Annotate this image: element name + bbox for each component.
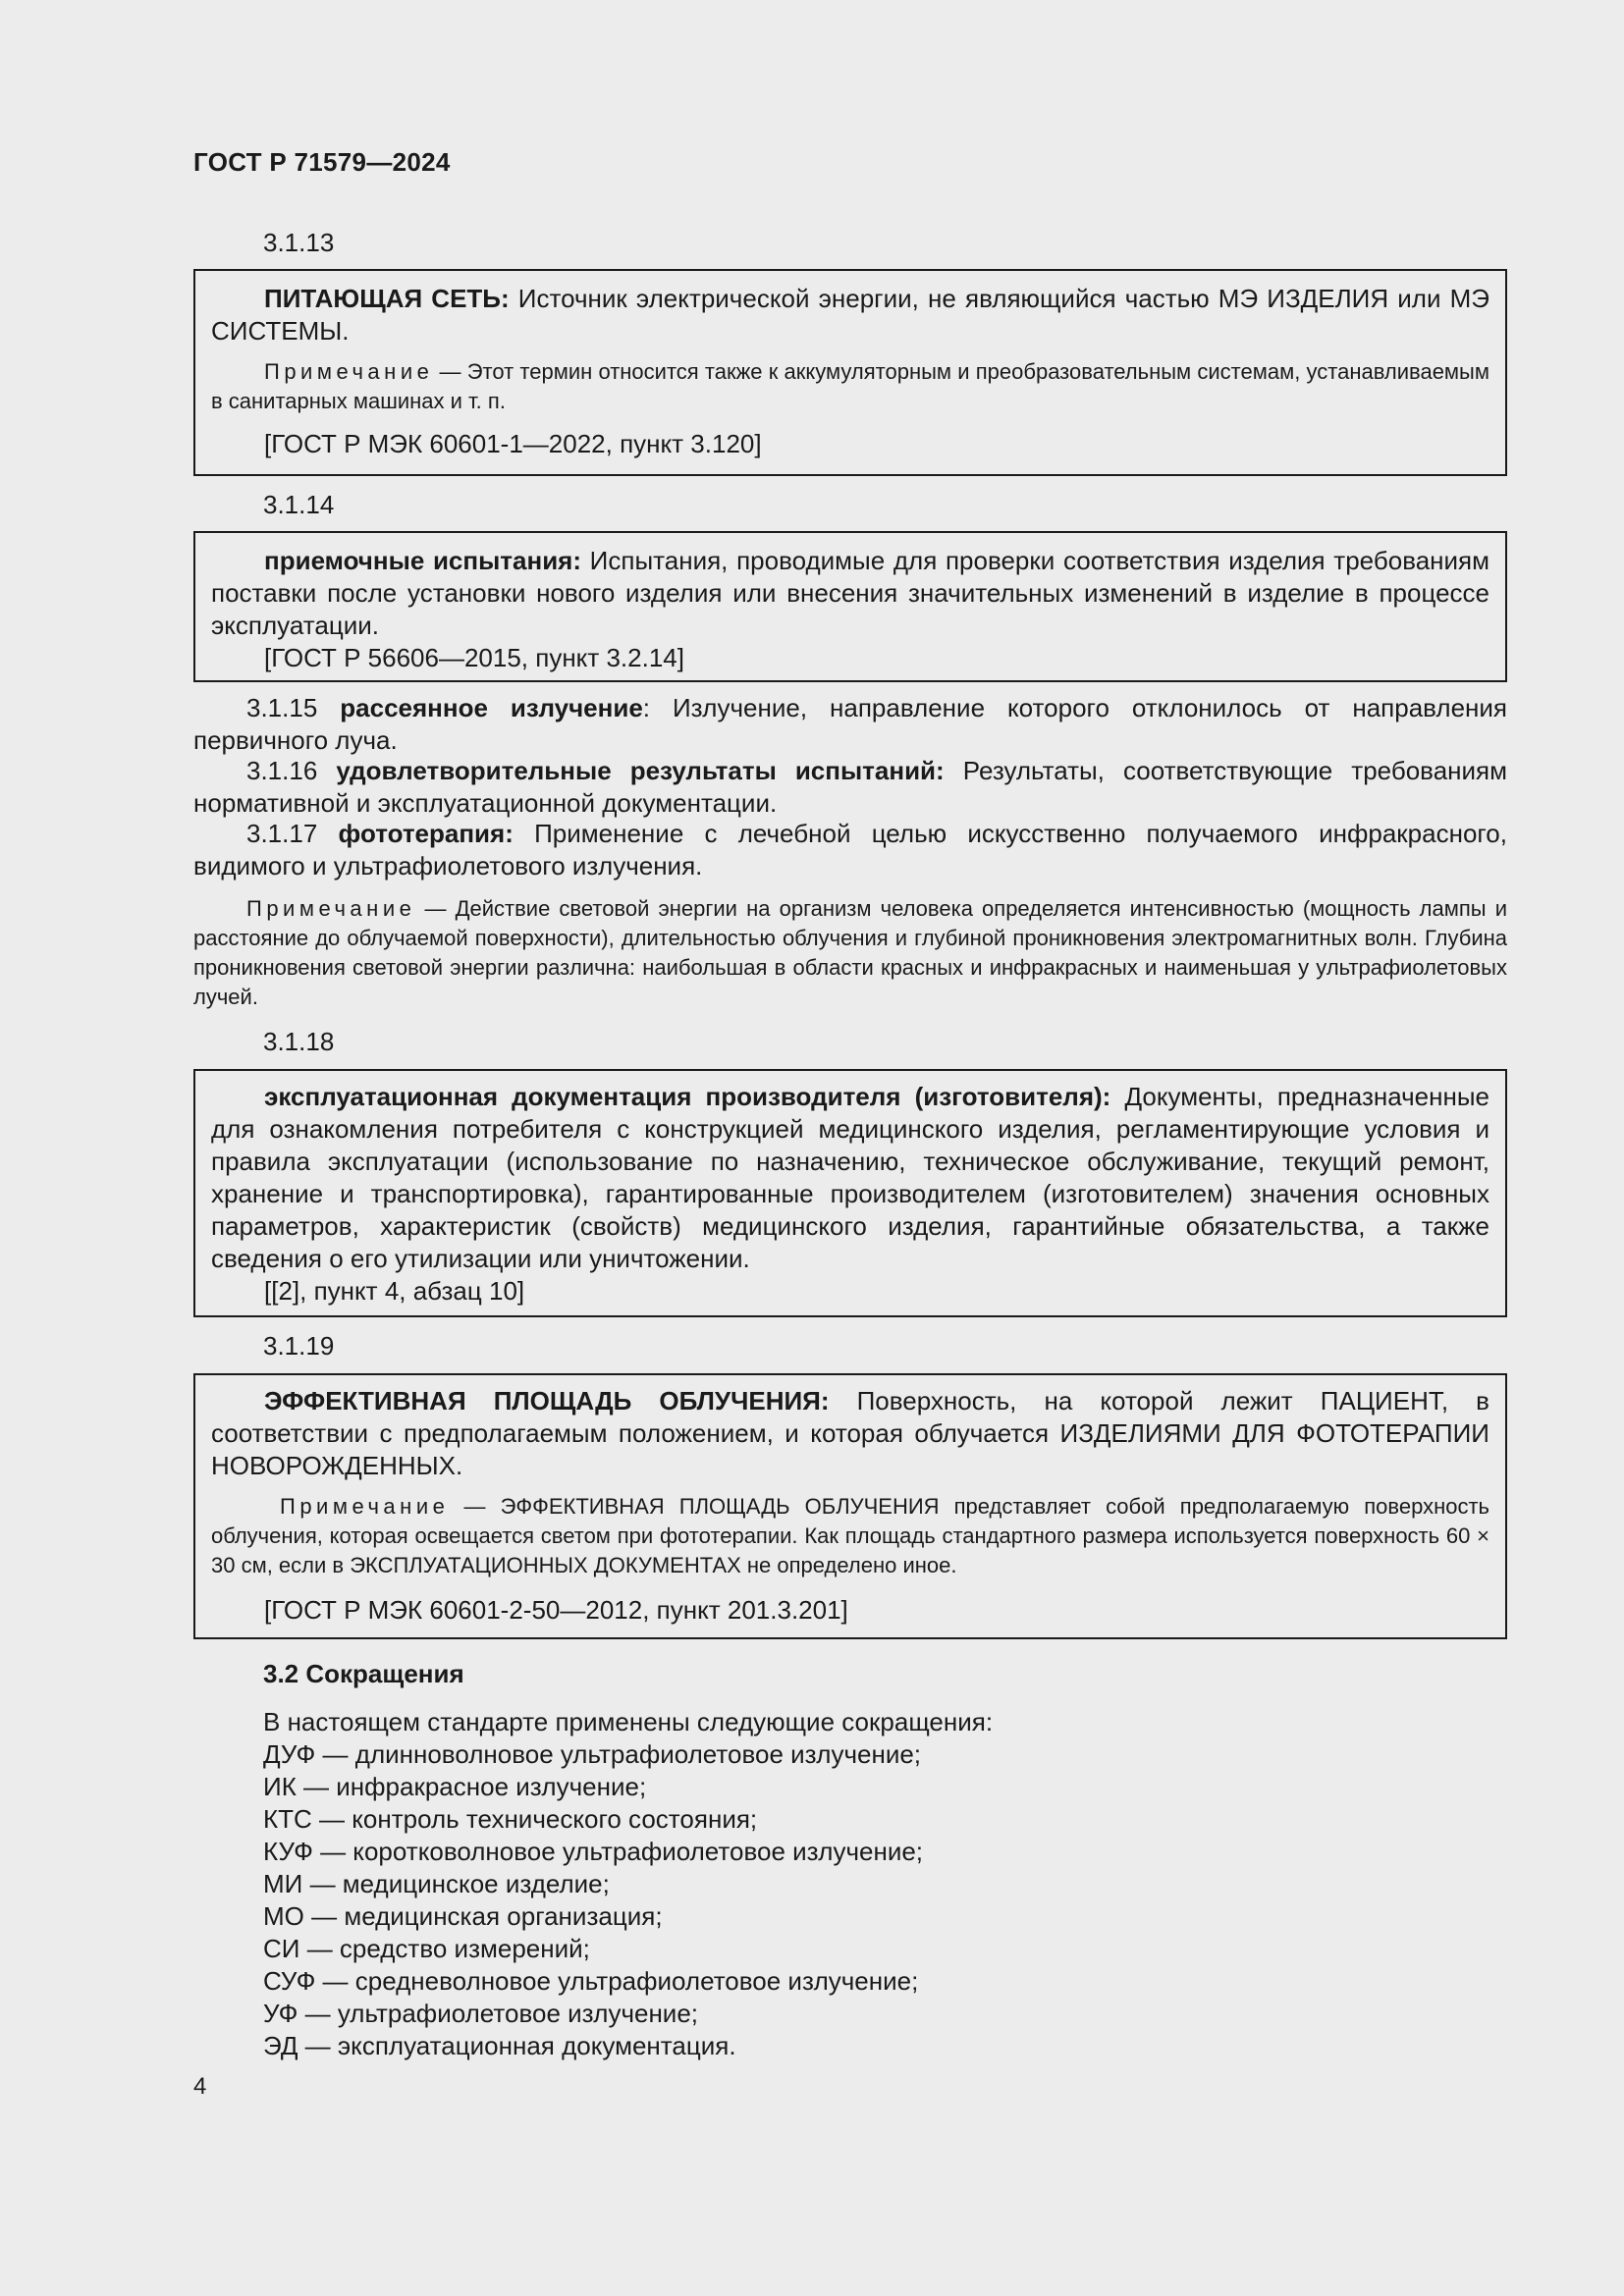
definition-text	[193, 755, 1507, 820]
definition-text	[193, 818, 1507, 882]
note-text: — ЭФФЕКТИВНАЯ ПЛОЩАДЬ ОБЛУЧЕНИЯ представляет собой предполагаемую поверхность облучения, которая освещается светом при фототерапии. Как площадь стандартного размера используется поверхность 60 × 30 см, если в ЭКСПЛУАТАЦИОННЫХ ДОКУМЕНТАХ не определено иное.	[211, 1494, 1489, 1577]
term: эксплуатационная документация производителя (изготовителя):	[264, 1082, 1111, 1111]
section-title: 3.2 Сокращения	[263, 1659, 464, 1688]
definition: : Излучение, направление которого отклонилось от направления первичного луча.	[193, 693, 1507, 755]
list-item: УФ — ультрафиолетовое излучение;	[263, 1999, 699, 2028]
definition: Документы, предназначенные для ознакомления потребителя с конструкцией медицинского изделия, регламентирующие условия и правила эксплуатации (использование по назначению, техническое обслуживание, текущий ремонт, хранение и транспортировка), гарантированные производителем (изготовителем) значения основных параметров, характеристик (свойств) медицинского изделия, гарантийные обязательства, а также сведения о его утилизации или уничтожении.	[211, 1082, 1490, 1273]
list-item: МИ — медицинское изделие;	[263, 1869, 610, 1898]
definition-box	[193, 1373, 1507, 1639]
definition-text	[193, 692, 1507, 757]
list-item: КУФ — коротковолновое ультрафиолетовое излучение;	[263, 1837, 924, 1866]
definition-text	[211, 1081, 1489, 1275]
definition-text	[211, 283, 1489, 347]
source-reference: [ГОСТ Р 56606—2015, пункт 3.2.14]	[264, 643, 684, 672]
term: ЭФФЕКТИВНАЯ ПЛОЩАДЬ ОБЛУЧЕНИЯ:	[264, 1386, 830, 1415]
note-text: — Этот термин относится также к аккумуляторным и преобразовательным системам, устанавливаемым в санитарных машинах и т. п.	[211, 359, 1489, 413]
term: удовлетворительные результаты испытаний:	[336, 756, 945, 785]
clause-number: 3.1.15	[246, 693, 318, 722]
page-number: 4	[193, 2073, 207, 2100]
definition-box	[193, 531, 1507, 682]
document-header: ГОСТ Р 71579—2024	[193, 147, 451, 177]
note-label: Примечание	[246, 896, 416, 921]
clause-number: 3.1.16	[246, 756, 318, 785]
list-item: ДУФ — длинноволновое ультрафиолетовое излучение;	[263, 1739, 922, 1769]
term: ПИТАЮЩАЯ СЕТЬ:	[264, 284, 510, 313]
clause-number: 3.1.14	[263, 490, 335, 519]
list-item: ИК — инфракрасное излучение;	[263, 1772, 647, 1801]
definition: Результаты, соответствующие требованиям нормативной и эксплуатационной документации.	[193, 756, 1507, 818]
definition-text	[211, 1385, 1489, 1482]
note	[193, 894, 1507, 1012]
definition-box	[193, 269, 1507, 476]
list-item: СУФ — средневолновое ультрафиолетовое излучение;	[263, 1966, 919, 1996]
note-label: Примечание	[264, 359, 434, 384]
term: приемочные испытания:	[264, 546, 582, 575]
list-item: ЭД — эксплуатационная документация.	[263, 2031, 736, 2060]
term: фототерапия:	[338, 819, 514, 848]
source-reference: [ГОСТ Р МЭК 60601-1—2022, пункт 3.120]	[264, 429, 762, 458]
note	[211, 1492, 1489, 1580]
list-item: МО — медицинская организация;	[263, 1901, 663, 1931]
definition: Источник электрической энергии, не являющийся частью МЭ ИЗДЕЛИЯ или МЭ СИСТЕМЫ.	[211, 284, 1489, 346]
clause-number: 3.1.18	[263, 1027, 335, 1056]
source-reference: [[2], пункт 4, абзац 10]	[264, 1276, 525, 1306]
definition-box	[193, 1069, 1507, 1317]
definition: Поверхность, на которой лежит ПАЦИЕНТ, в соответствии с предполагаемым положением, и которая облучается ИЗДЕЛИЯМИ ДЛЯ ФОТОТЕРАПИИ НОВОРОЖДЕННЫХ.	[211, 1386, 1489, 1480]
clause-number: 3.1.19	[263, 1331, 335, 1361]
clause-number: 3.1.17	[246, 819, 318, 848]
note-text: — Действие световой энергии на организм человека определяется интенсивностью (мощность лампы и расстояние до облучаемой поверхности), длительностью облучения и глубиной проникновения электромагнитных волн. Глубина проникновения световой энергии различна: наибольшая в области красных и инфракрасных и наименьшая у ультрафиолетовых лучей.	[193, 896, 1507, 1009]
definitions-block	[193, 692, 1507, 1012]
term: рассеянное излучение	[340, 693, 643, 722]
definition: Применение с лечебной целью искусственно получаемого инфракрасного, видимого и ультрафиолетового излучения.	[193, 819, 1507, 881]
list-item: СИ — средство измерений;	[263, 1934, 590, 1963]
definition: Испытания, проводимые для проверки соответствия изделия требованиям поставки после установки нового изделия или внесения значительных изменений в изделие в процессе эксплуатации.	[211, 546, 1490, 640]
abbreviations-list	[263, 1706, 993, 2062]
list-item: КТС — контроль технического состояния;	[263, 1804, 758, 1834]
clause-number: 3.1.13	[263, 228, 335, 257]
note	[211, 357, 1489, 416]
note-label: Примечание	[280, 1494, 450, 1519]
source-reference: [ГОСТ Р МЭК 60601-2-50—2012, пункт 201.3.201]	[264, 1595, 848, 1625]
list-intro: В настоящем стандарте применены следующие сокращения:	[263, 1707, 994, 1736]
definition-text	[211, 545, 1489, 642]
